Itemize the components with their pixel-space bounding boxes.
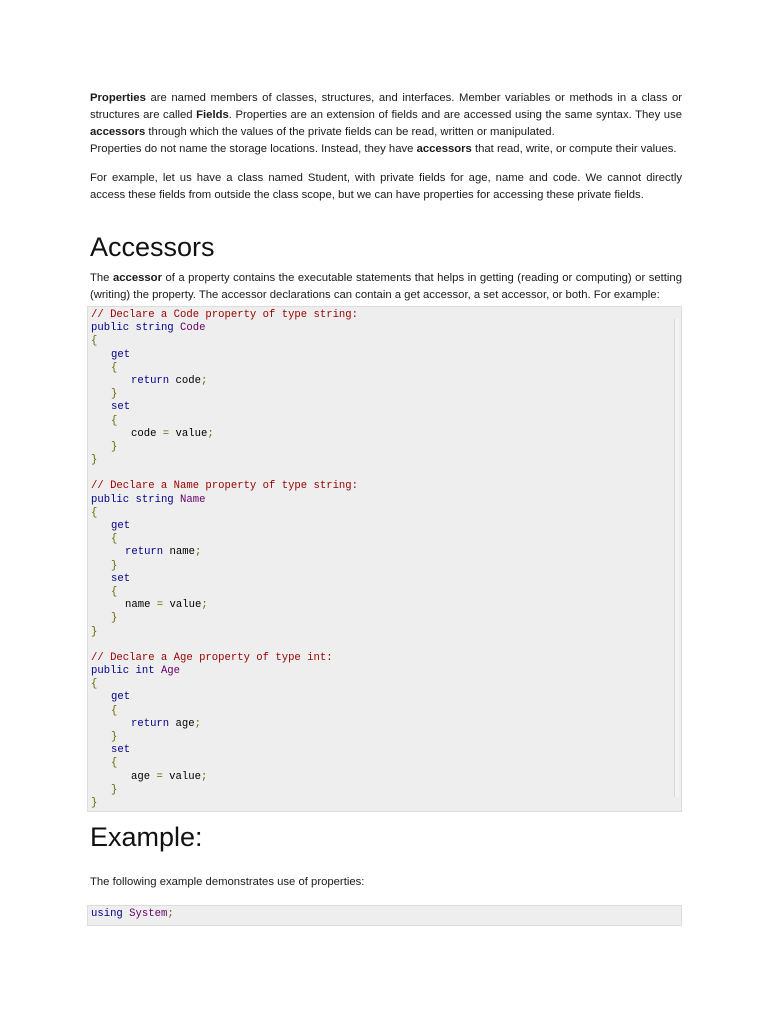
accessors-code-block[interactable]	[87, 306, 682, 812]
code-line: {	[91, 678, 98, 691]
code-line: }	[111, 559, 118, 572]
code-line	[91, 771, 678, 784]
identifier: value	[169, 599, 202, 612]
punct: ;	[194, 546, 202, 559]
document-page	[90, 90, 682, 926]
punct: ;	[207, 427, 214, 440]
text-span: The	[90, 272, 113, 284]
code-blank-line	[91, 467, 678, 480]
intro-paragraph-1	[90, 90, 682, 141]
code-comment: // Declare a Age property of type int:	[91, 651, 333, 664]
code-line: set	[111, 401, 131, 414]
keyword: public	[91, 322, 130, 335]
code-line: }	[111, 731, 118, 743]
code-line: {	[111, 704, 118, 717]
code-line: }	[91, 454, 98, 467]
code-line: {	[111, 757, 118, 770]
text-span: Properties do not name the storage locations. Instead, they have	[90, 143, 417, 155]
code-line: get	[111, 691, 131, 704]
code-line: {	[111, 585, 118, 598]
code-line: {	[91, 335, 98, 348]
text-span: of a property contains the executable statements that helps in getting (reading or computing) or setting (writing) the property. The accessor declarations can contain a get accessor, a set accessor, or both. For example:	[90, 272, 682, 301]
code-line: }	[111, 612, 118, 625]
intro-paragraph-3: For example, let us have a class named Student, with private fields for age, name and code. We cannot directly access these fields from outside the class scope, but we can have properties for accessing these private fields.	[90, 172, 682, 201]
punct: ;	[167, 908, 174, 920]
code-line	[91, 428, 678, 441]
punct: ;	[194, 717, 201, 730]
identifier: age	[175, 717, 195, 730]
identifier: Age	[160, 665, 181, 678]
text-span: through which the values of the private fields can be read, written or manipulated.	[145, 126, 555, 138]
code-line: set	[111, 572, 131, 585]
code-line	[91, 546, 678, 559]
code-line	[91, 665, 678, 678]
code-blank-line	[91, 639, 678, 652]
identifier: value	[169, 770, 201, 783]
accessors-heading: Accessors	[90, 232, 215, 262]
code-comment: // Declare a Code property of type string:	[91, 309, 359, 321]
keyword: string	[135, 322, 174, 335]
code-line: {	[111, 533, 118, 546]
code-line: }	[91, 625, 98, 638]
identifier: Code	[180, 322, 206, 335]
code-line: }	[111, 440, 118, 453]
code-line: }	[111, 388, 118, 401]
identifier: Name	[180, 493, 206, 506]
code-line: get	[111, 348, 131, 361]
punct: ;	[200, 374, 208, 387]
term-accessors: accessors	[416, 143, 472, 155]
term-accessor: accessor	[112, 272, 162, 284]
code-line: set	[111, 744, 131, 757]
keyword: string	[135, 493, 174, 506]
identifier: name	[169, 546, 195, 559]
code-line	[91, 908, 174, 920]
example-heading: Example:	[90, 822, 203, 852]
term-accessors: accessors	[90, 126, 146, 138]
punct: =	[162, 427, 170, 440]
keyword: public	[91, 493, 130, 506]
keyword: return	[131, 374, 170, 387]
keyword: return	[125, 546, 164, 559]
identifier: name	[125, 599, 151, 612]
code-line	[91, 599, 678, 612]
example-paragraph: The following example demonstrates use of properties:	[90, 876, 365, 888]
keyword: using	[91, 908, 123, 920]
code-line: }	[91, 796, 98, 809]
code-line	[91, 494, 678, 507]
term-properties: Properties	[90, 92, 146, 104]
punct: =	[156, 770, 163, 783]
identifier: value	[175, 427, 208, 440]
keyword: return	[131, 717, 170, 730]
accessors-paragraph	[90, 270, 682, 304]
intro-paragraph-2	[90, 141, 682, 158]
punct: =	[156, 599, 164, 612]
example-code-block[interactable]	[87, 905, 682, 926]
punct: ;	[201, 599, 208, 612]
identifier: age	[131, 770, 151, 783]
punct: ;	[200, 770, 208, 783]
identifier: code	[131, 427, 157, 440]
identifier: System	[129, 908, 168, 920]
keyword: int	[135, 665, 155, 678]
text-span: are named members of classes, structures, and interfaces. Member variables or methods in a class or structures are called	[90, 92, 682, 121]
code-scrollbar[interactable]	[674, 319, 679, 797]
code-line	[91, 375, 678, 388]
code-line: get	[111, 520, 131, 532]
code-line: {	[111, 414, 118, 427]
identifier: code	[175, 374, 201, 387]
code-line	[91, 718, 678, 731]
code-comment: // Declare a Name property of type string:	[91, 480, 359, 493]
term-fields: Fields	[196, 109, 229, 121]
code-line: {	[111, 361, 118, 374]
text-span: . Properties are an extension of fields and are accessed using the same syntax. They use	[228, 109, 682, 121]
text-span: that read, write, or compute their values.	[471, 143, 677, 155]
code-line	[91, 322, 678, 335]
keyword: public	[91, 665, 130, 678]
code-line: {	[91, 506, 98, 519]
code-line: }	[111, 783, 118, 796]
